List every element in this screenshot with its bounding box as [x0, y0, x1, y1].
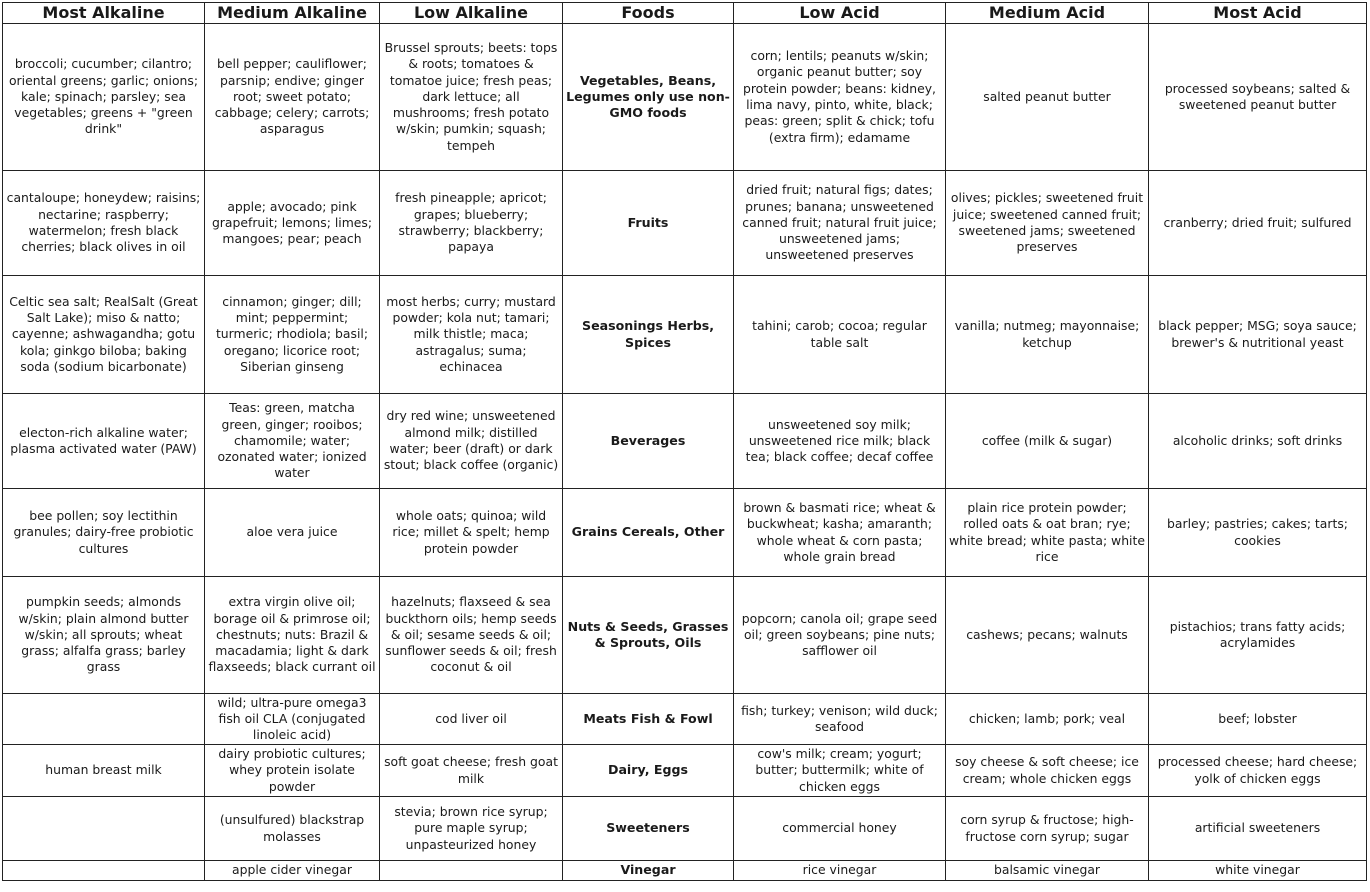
low-acid-cell: rice vinegar — [734, 861, 946, 881]
medium-alkaline-cell: Teas: green, matcha green, ginger; rooibos; chamomile; water; ozonated water; ionized water — [205, 394, 380, 489]
medium-alkaline-cell: (unsulfured) blackstrap molasses — [205, 797, 380, 861]
medium-acid-cell: olives; pickles; sweetened fruit juice; sweetened canned fruit; sweetened jams; sweetened preserves — [946, 171, 1149, 276]
most-acid-cell: pistachios; trans fatty acids; acrylamides — [1149, 577, 1367, 694]
most-acid-cell: processed soybeans; salted & sweetened peanut butter — [1149, 24, 1367, 171]
food-category-cell: Sweeteners — [563, 797, 734, 861]
low-acid-cell: tahini; carob; cocoa; regular table salt — [734, 276, 946, 394]
column-header-most-acid: Most Acid — [1149, 3, 1367, 24]
column-header-medium-alkaline: Medium Alkaline — [205, 3, 380, 24]
low-acid-cell: popcorn; canola oil; grape seed oil; green soybeans; pine nuts; safflower oil — [734, 577, 946, 694]
most-acid-cell: black pepper; MSG; soya sauce; brewer's & nutritional yeast — [1149, 276, 1367, 394]
food-category-cell: Vegetables, Beans, Legumes only use non-GMO foods — [563, 24, 734, 171]
medium-alkaline-cell: extra virgin olive oil; borage oil & primrose oil; chestnuts; nuts: Brazil & macadamia; light & dark flaxseeds; black currant oil — [205, 577, 380, 694]
most-acid-cell: artificial sweeteners — [1149, 797, 1367, 861]
column-header-low-alkaline: Low Alkaline — [380, 3, 563, 24]
medium-acid-cell: coffee (milk & sugar) — [946, 394, 1149, 489]
most-acid-cell: alcoholic drinks; soft drinks — [1149, 394, 1367, 489]
most-acid-cell: white vinegar — [1149, 861, 1367, 881]
low-alkaline-cell: hazelnuts; flaxseed & sea buckthorn oils; hemp seeds & oil; sesame seeds & oil; sunflower seeds & oil; fresh coconut & oil — [380, 577, 563, 694]
food-category-cell: Seasonings Herbs, Spices — [563, 276, 734, 394]
most-acid-cell: beef; lobster — [1149, 694, 1367, 745]
low-acid-cell: commercial honey — [734, 797, 946, 861]
food-category-cell: Beverages — [563, 394, 734, 489]
column-header-foods: Foods — [563, 3, 734, 24]
table-row-meats — [3, 694, 1367, 745]
low-alkaline-cell: Brussel sprouts; beets: tops & roots; tomatoes & tomatoe juice; fresh peas; dark lettuce; all mushrooms; fresh potato w/skin; pumkin; squash; tempeh — [380, 24, 563, 171]
most-acid-cell: processed cheese; hard cheese; yolk of chicken eggs — [1149, 745, 1367, 797]
header-row — [3, 3, 1367, 24]
food-category-cell: Vinegar — [563, 861, 734, 881]
medium-alkaline-cell: apple; avocado; pink grapefruit; lemons; limes; mangoes; pear; peach — [205, 171, 380, 276]
low-alkaline-cell: fresh pineapple; apricot; grapes; blueberry; strawberry; blackberry; papaya — [380, 171, 563, 276]
low-alkaline-cell: most herbs; curry; mustard powder; kola nut; tamari; milk thistle; maca; astragalus; suma; echinacea — [380, 276, 563, 394]
most-alkaline-cell — [3, 861, 205, 881]
table-row-beverages — [3, 394, 1367, 489]
medium-alkaline-cell: aloe vera juice — [205, 489, 380, 577]
medium-acid-cell: chicken; lamb; pork; veal — [946, 694, 1149, 745]
column-header-most-alkaline: Most Alkaline — [3, 3, 205, 24]
most-alkaline-cell: cantaloupe; honeydew; raisins; nectarine; raspberry; watermelon; fresh black cherries; black olives in oil — [3, 171, 205, 276]
food-category-cell: Dairy, Eggs — [563, 745, 734, 797]
column-header-medium-acid: Medium Acid — [946, 3, 1149, 24]
most-alkaline-cell: Celtic sea salt; RealSalt (Great Salt Lake); miso & natto; cayenne; ashwagandha; gotu kola; ginkgo biloba; baking soda (sodium bicarbonate) — [3, 276, 205, 394]
table-row-dairy — [3, 745, 1367, 797]
most-alkaline-cell — [3, 694, 205, 745]
food-category-cell: Grains Cereals, Other — [563, 489, 734, 577]
medium-acid-cell: corn syrup & fructose; high-fructose corn syrup; sugar — [946, 797, 1149, 861]
most-acid-cell: cranberry; dried fruit; sulfured — [1149, 171, 1367, 276]
most-alkaline-cell: bee pollen; soy lectithin granules; dairy-free probiotic cultures — [3, 489, 205, 577]
low-alkaline-cell: soft goat cheese; fresh goat milk — [380, 745, 563, 797]
low-acid-cell: dried fruit; natural figs; dates; prunes; banana; unsweetened canned fruit; natural fruit juice; unsweetened jams; unsweetened preserves — [734, 171, 946, 276]
low-acid-cell: unsweetened soy milk; unsweetened rice milk; black tea; black coffee; decaf coffee — [734, 394, 946, 489]
medium-acid-cell: soy cheese & soft cheese; ice cream; whole chicken eggs — [946, 745, 1149, 797]
most-alkaline-cell — [3, 797, 205, 861]
low-alkaline-cell: stevia; brown rice syrup; pure maple syrup; unpasteurized honey — [380, 797, 563, 861]
table-row-seasonings — [3, 276, 1367, 394]
medium-alkaline-cell: wild; ultra-pure omega3 fish oil CLA (conjugated linoleic acid) — [205, 694, 380, 745]
food-category-cell: Nuts & Seeds, Grasses & Sprouts, Oils — [563, 577, 734, 694]
low-acid-cell: corn; lentils; peanuts w/skin; organic peanut butter; soy protein powder; beans: kidney, lima navy, pinto, white, black; peas: green; split & chick; tofu (extra firm); edamame — [734, 24, 946, 171]
table-row-sweeteners — [3, 797, 1367, 861]
medium-acid-cell: plain rice protein powder; rolled oats & oat bran; rye; white bread; white pasta; white rice — [946, 489, 1149, 577]
medium-acid-cell: balsamic vinegar — [946, 861, 1149, 881]
most-alkaline-cell: human breast milk — [3, 745, 205, 797]
food-category-cell: Fruits — [563, 171, 734, 276]
medium-acid-cell: cashews; pecans; walnuts — [946, 577, 1149, 694]
most-alkaline-cell: broccoli; cucumber; cilantro; oriental greens; garlic; onions; kale; spinach; parsley; sea vegetables; greens + "green drink" — [3, 24, 205, 171]
medium-alkaline-cell: apple cider vinegar — [205, 861, 380, 881]
medium-acid-cell: vanilla; nutmeg; mayonnaise; ketchup — [946, 276, 1149, 394]
table-row-vegetables — [3, 24, 1367, 171]
medium-acid-cell: salted peanut butter — [946, 24, 1149, 171]
medium-alkaline-cell: dairy probiotic cultures; whey protein isolate powder — [205, 745, 380, 797]
medium-alkaline-cell: cinnamon; ginger; dill; mint; peppermint; turmeric; rhodiola; basil; oregano; licorice root; Siberian ginseng — [205, 276, 380, 394]
table-row-nuts-seeds — [3, 577, 1367, 694]
alkaline-acid-food-chart — [2, 2, 1367, 881]
table-row-fruits — [3, 171, 1367, 276]
most-alkaline-cell: pumpkin seeds; almonds w/skin; plain almond butter w/skin; all sprouts; wheat grass; alfalfa grass; barley grass — [3, 577, 205, 694]
most-acid-cell: barley; pastries; cakes; tarts; cookies — [1149, 489, 1367, 577]
low-acid-cell: fish; turkey; venison; wild duck; seafood — [734, 694, 946, 745]
most-alkaline-cell: electon-rich alkaline water; plasma activated water (PAW) — [3, 394, 205, 489]
low-acid-cell: brown & basmati rice; wheat & buckwheat; kasha; amaranth; whole wheat & corn pasta; whole grain bread — [734, 489, 946, 577]
table-row-grains — [3, 489, 1367, 577]
column-header-low-acid: Low Acid — [734, 3, 946, 24]
table-row-vinegar — [3, 861, 1367, 881]
low-alkaline-cell — [380, 861, 563, 881]
medium-alkaline-cell: bell pepper; cauliflower; parsnip; endive; ginger root; sweet potato; cabbage; celery; carrots; asparagus — [205, 24, 380, 171]
low-alkaline-cell: dry red wine; unsweetened almond milk; distilled water; beer (draft) or dark stout; black coffee (organic) — [380, 394, 563, 489]
food-category-cell: Meats Fish & Fowl — [563, 694, 734, 745]
low-alkaline-cell: whole oats; quinoa; wild rice; millet & spelt; hemp protein powder — [380, 489, 563, 577]
low-alkaline-cell: cod liver oil — [380, 694, 563, 745]
low-acid-cell: cow's milk; cream; yogurt; butter; buttermilk; white of chicken eggs — [734, 745, 946, 797]
